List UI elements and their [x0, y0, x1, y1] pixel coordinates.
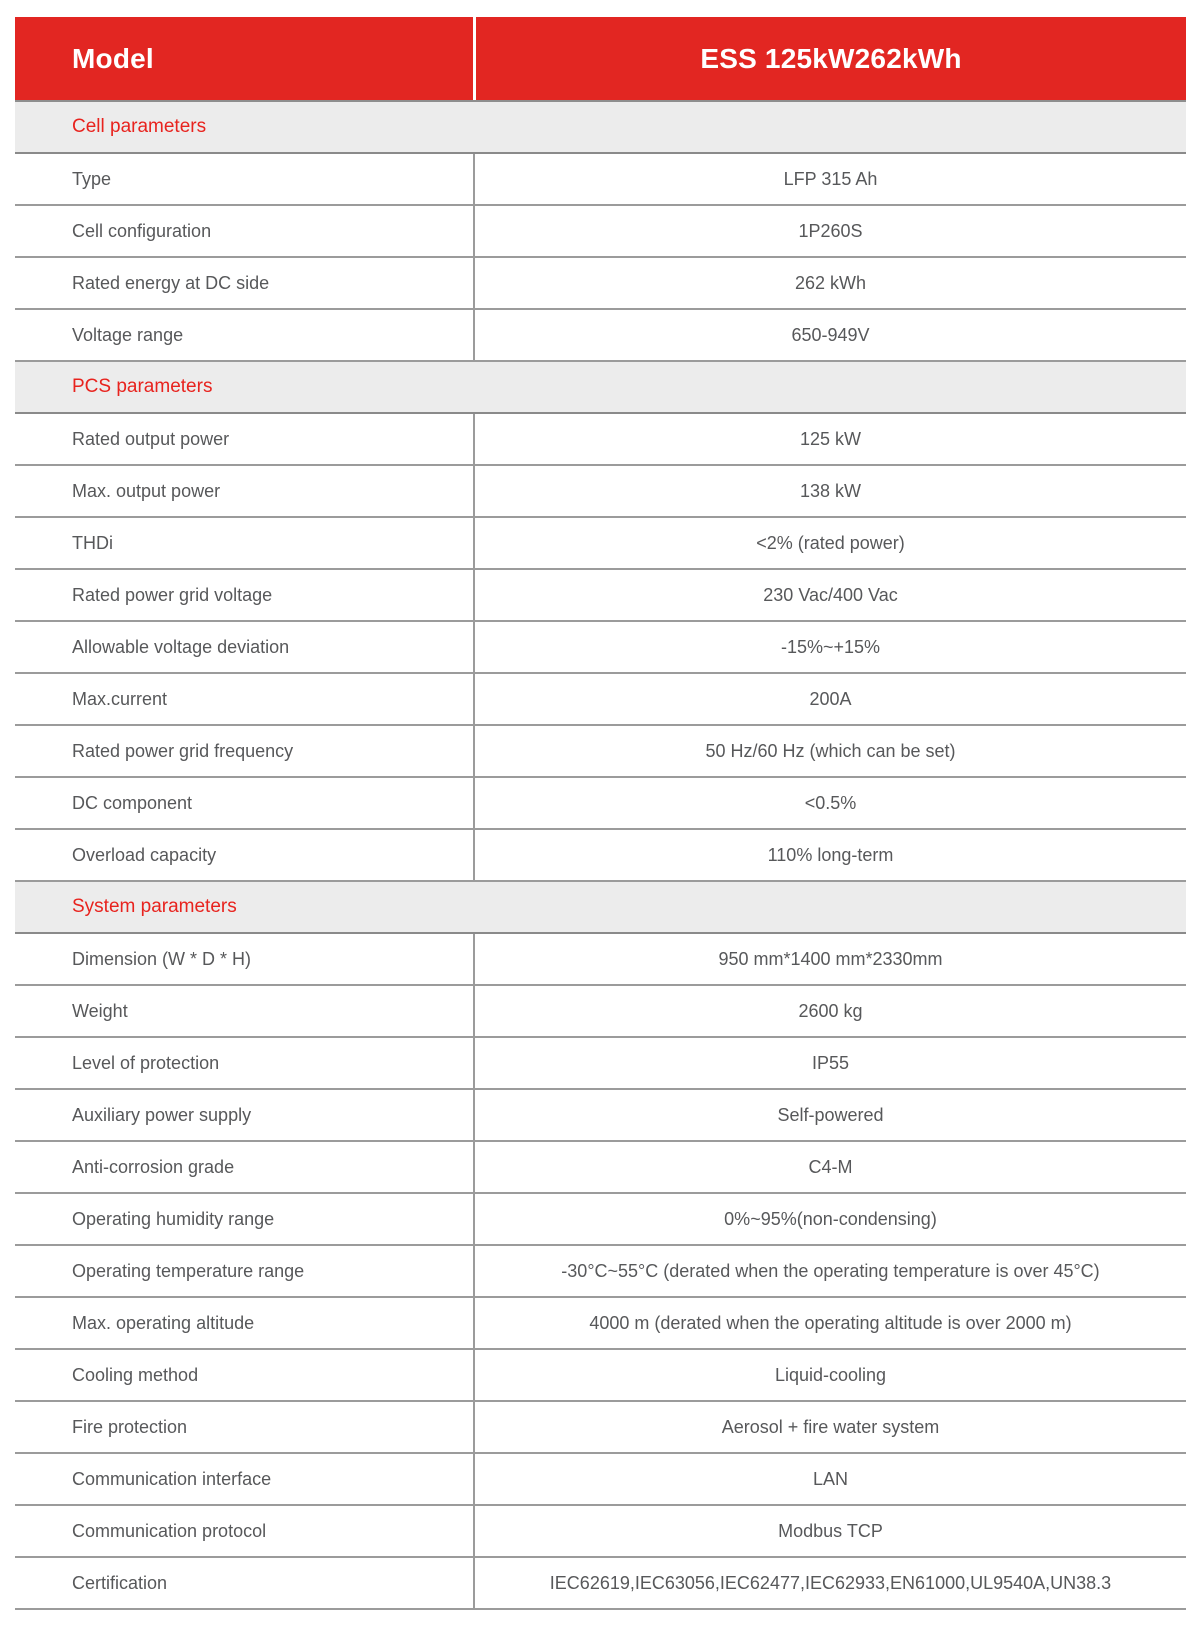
section-header: Cell parameters: [15, 102, 1186, 154]
row-label: Max. output power: [72, 480, 221, 501]
row-label: Max.current: [72, 688, 168, 709]
row-label: Rated power grid frequency: [72, 740, 294, 761]
table-row: [15, 1402, 1186, 1454]
table-row: [15, 1298, 1186, 1350]
row-label: Allowable voltage deviation: [72, 636, 290, 657]
table-row: [15, 674, 1186, 726]
table-row: [15, 1038, 1186, 1090]
row-value: 2600 kg: [473, 986, 1186, 1036]
section-header: System parameters: [15, 882, 1186, 934]
row-value: 125 kW: [473, 414, 1186, 464]
row-label: Max. operating altitude: [72, 1312, 255, 1333]
row-value: LFP 315 Ah: [473, 154, 1186, 204]
row-label: Operating temperature range: [72, 1260, 305, 1281]
row-label: Rated energy at DC side: [72, 272, 270, 293]
row-label: Overload capacity: [72, 844, 217, 865]
row-value: 0%~95%(non-condensing): [473, 1194, 1186, 1244]
row-value: <0.5%: [473, 778, 1186, 828]
table-row: [15, 570, 1186, 622]
row-value: C4-M: [473, 1142, 1186, 1192]
table-row: [15, 466, 1186, 518]
table-row: [15, 258, 1186, 310]
table-row: [15, 1142, 1186, 1194]
row-label: Cooling method: [72, 1364, 199, 1385]
row-value: 110% long-term: [473, 830, 1186, 880]
row-label: Fire protection: [72, 1416, 188, 1437]
table-row: [15, 1506, 1186, 1558]
row-value: LAN: [473, 1454, 1186, 1504]
row-value: 4000 m (derated when the operating altitude is over 2000 m): [473, 1298, 1186, 1348]
row-label: Rated output power: [72, 428, 230, 449]
row-value: 262 kWh: [473, 258, 1186, 308]
row-value: Aerosol + fire water system: [473, 1402, 1186, 1452]
row-label: Auxiliary power supply: [72, 1104, 252, 1125]
row-value: IP55: [473, 1038, 1186, 1088]
row-value: 200A: [473, 674, 1186, 724]
table-row: [15, 778, 1186, 830]
table-row: [15, 1090, 1186, 1142]
row-value: 950 mm*1400 mm*2330mm: [473, 934, 1186, 984]
row-value: Self-powered: [473, 1090, 1186, 1140]
row-value: <2% (rated power): [473, 518, 1186, 568]
row-label: Type: [72, 168, 112, 189]
table-row: [15, 986, 1186, 1038]
row-label: DC component: [72, 792, 193, 813]
row-value: IEC62619,IEC63056,IEC62477,IEC62933,EN61000,UL9540A,UN38.3: [473, 1558, 1186, 1608]
table-row: [15, 1558, 1186, 1610]
row-label: Certification: [72, 1572, 168, 1593]
table-row: [15, 310, 1186, 362]
row-label: Communication interface: [72, 1468, 272, 1489]
table-row: [15, 154, 1186, 206]
row-value: 138 kW: [473, 466, 1186, 516]
row-value: 650-949V: [473, 310, 1186, 360]
row-value: Liquid-cooling: [473, 1350, 1186, 1400]
table-row: [15, 518, 1186, 570]
row-label: Cell configuration: [72, 220, 212, 241]
table-body: [15, 102, 1186, 1610]
row-label: THDi: [72, 532, 113, 553]
row-label: Weight: [72, 1000, 128, 1021]
row-label: Communication protocol: [72, 1520, 267, 1541]
table-row: [15, 1194, 1186, 1246]
table-row: [15, 1350, 1186, 1402]
row-label: Rated power grid voltage: [72, 584, 273, 605]
table-row: [15, 726, 1186, 778]
table-row: [15, 1454, 1186, 1506]
row-value: Modbus TCP: [473, 1506, 1186, 1556]
row-label: Operating humidity range: [72, 1208, 275, 1229]
row-label: Level of protection: [72, 1052, 220, 1073]
table-row: [15, 414, 1186, 466]
model-header-cell: Model: [72, 42, 154, 74]
row-value: 1P260S: [473, 206, 1186, 256]
table-row: [15, 1246, 1186, 1298]
row-label: Anti-corrosion grade: [72, 1156, 235, 1177]
row-value: -30°C~55°C (derated when the operating temperature is over 45°C): [473, 1246, 1186, 1296]
table-row: [15, 206, 1186, 258]
row-label: Voltage range: [72, 324, 184, 345]
table-row: [15, 934, 1186, 986]
table-row: [15, 622, 1186, 674]
table-header-row: [15, 17, 1186, 102]
row-value: 50 Hz/60 Hz (which can be set): [473, 726, 1186, 776]
table-row: [15, 830, 1186, 882]
model-value-cell: ESS 125kW262kWh: [473, 17, 1186, 100]
spec-table: [15, 17, 1186, 1610]
section-header: PCS parameters: [15, 362, 1186, 414]
row-label: Dimension (W * D * H): [72, 948, 252, 969]
row-value: -15%~+15%: [473, 622, 1186, 672]
row-value: 230 Vac/400 Vac: [473, 570, 1186, 620]
